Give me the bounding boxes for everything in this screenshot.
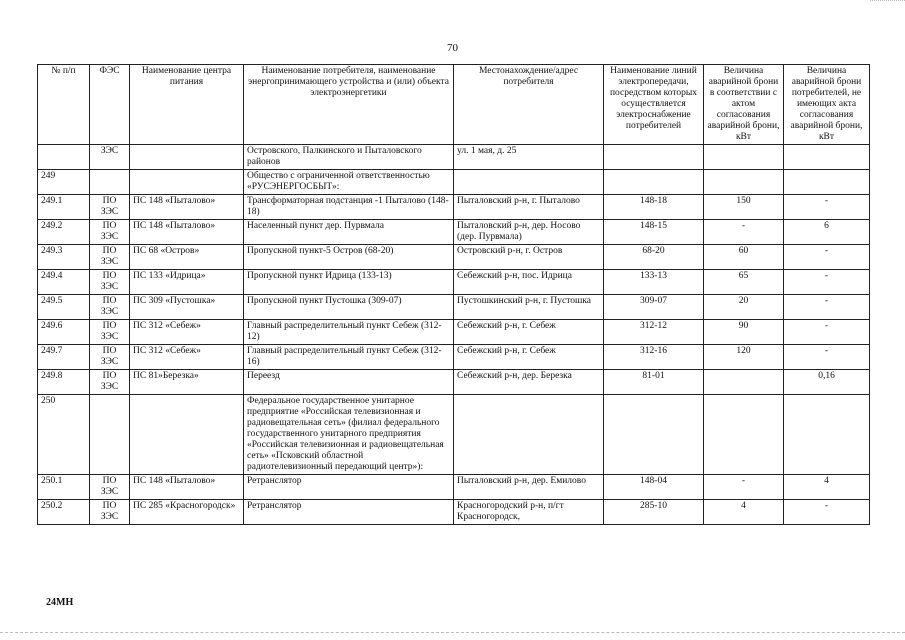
row-bron-act [704, 145, 784, 170]
row-consumer: Пропускной пункт-5 Остров (68-20) [244, 245, 454, 270]
table-row [38, 475, 870, 500]
row-num: 249.1 [38, 195, 90, 220]
row-consumer: Главный распределительный пункт Себеж (312-12) [244, 320, 454, 345]
row-bron-act: - [704, 475, 784, 500]
row-lines [604, 145, 704, 170]
row-address: Себежский р-н, г. Себеж [454, 320, 604, 345]
row-address: Островский р-н, г. Остров [454, 245, 604, 270]
header-bron-act: Величина аварийной брони в соответствии с актом согласования аварийной брони, кВт [704, 65, 784, 145]
row-lines: 81-01 [604, 370, 704, 395]
row-num [38, 145, 90, 170]
row-consumer: Ретранслятор [244, 500, 454, 525]
row-center: ПС 81»Березка» [130, 370, 244, 395]
row-lines: 148-04 [604, 475, 704, 500]
row-bron-noact: - [784, 195, 870, 220]
row-consumer: Населенный пункт дер. Пурвмала [244, 220, 454, 245]
table-row [38, 500, 870, 525]
row-lines: 148-15 [604, 220, 704, 245]
row-fes: ПО ЗЭС [90, 295, 130, 320]
table-header-row [38, 65, 870, 145]
row-num: 249.2 [38, 220, 90, 245]
row-fes: ЗЭС [90, 145, 130, 170]
row-address: Пыталовский р-н, г. Пыталово [454, 195, 604, 220]
row-center: ПС 148 «Пыталово» [130, 220, 244, 245]
row-center: ПС 309 «Пустошка» [130, 295, 244, 320]
table-row [38, 345, 870, 370]
row-lines [604, 170, 704, 195]
row-address: Себежский р-н, г. Себеж [454, 345, 604, 370]
table-row [38, 145, 870, 170]
row-bron-noact: - [784, 295, 870, 320]
row-fes [90, 170, 130, 195]
header-bron-noact: Величина аварийной брони потребителей, не имеющих акта согласования аварийной брони, кВт [784, 65, 870, 145]
row-fes: ПО ЗЭС [90, 320, 130, 345]
row-bron-noact: 0,16 [784, 370, 870, 395]
row-center: ПС 68 «Остров» [130, 245, 244, 270]
table-row [38, 370, 870, 395]
row-lines: 148-18 [604, 195, 704, 220]
row-fes: ПО ЗЭС [90, 245, 130, 270]
row-consumer: Федеральное государственное унитарное предприятие «Российская телевизионная и радиовещательная сеть» (филиал федерального государственного унитарного предприятия «Российская телевизионная и радиовещательная сеть» «Псковский областной радиотелевизионный передающий центр»): [244, 395, 454, 475]
row-bron-act [704, 170, 784, 195]
row-bron-noact [784, 170, 870, 195]
row-fes [90, 395, 130, 475]
row-num: 249.6 [38, 320, 90, 345]
row-lines: 309-07 [604, 295, 704, 320]
row-consumer: Пропускной пункт Идрица (133-13) [244, 270, 454, 295]
row-bron-act [704, 370, 784, 395]
table-row [38, 170, 870, 195]
row-bron-act: 120 [704, 345, 784, 370]
table-row [38, 270, 870, 295]
row-address: Пыталовский р-н, дер. Емилово [454, 475, 604, 500]
row-bron-act: 65 [704, 270, 784, 295]
row-fes: ПО ЗЭС [90, 220, 130, 245]
table-row [38, 395, 870, 475]
row-num: 249.7 [38, 345, 90, 370]
row-consumer: Пропускной пункт Пустошка (309-07) [244, 295, 454, 320]
row-consumer: Трансформаторная подстанция -1 Пыталово (148-18) [244, 195, 454, 220]
row-bron-act: - [704, 220, 784, 245]
row-center: ПС 312 «Себеж» [130, 320, 244, 345]
row-address: ул. 1 мая, д. 25 [454, 145, 604, 170]
row-address: Себежский р-н, пос. Идрица [454, 270, 604, 295]
row-fes: ПО ЗЭС [90, 370, 130, 395]
row-num: 249.3 [38, 245, 90, 270]
row-lines: 68-20 [604, 245, 704, 270]
row-bron-act: 4 [704, 500, 784, 525]
table-row [38, 295, 870, 320]
row-center: ПС 133 «Идрица» [130, 270, 244, 295]
row-num: 250.2 [38, 500, 90, 525]
table-row [38, 195, 870, 220]
reserve-table [37, 64, 870, 525]
row-bron-noact: - [784, 500, 870, 525]
row-bron-act: 150 [704, 195, 784, 220]
row-lines: 312-16 [604, 345, 704, 370]
row-center: ПС 285 «Красногородск» [130, 500, 244, 525]
table-row [38, 320, 870, 345]
row-consumer: Переезд [244, 370, 454, 395]
row-bron-noact [784, 145, 870, 170]
row-bron-noact: 6 [784, 220, 870, 245]
row-bron-noact: - [784, 245, 870, 270]
row-lines: 285-10 [604, 500, 704, 525]
row-center [130, 145, 244, 170]
header-address: Местонахождение/адрес потребителя [454, 65, 604, 145]
header-center: Наименование центра питания [130, 65, 244, 145]
row-lines [604, 395, 704, 475]
row-address: Пыталовский р-н, дер. Носово (дер. Пурвмала) [454, 220, 604, 245]
row-address: Пустошкинский р-н, г. Пустошка [454, 295, 604, 320]
row-bron-noact: - [784, 320, 870, 345]
row-consumer: Островского, Палкинского и Пыталовского районов [244, 145, 454, 170]
row-bron-act: 20 [704, 295, 784, 320]
table-row [38, 245, 870, 270]
row-address: Красногородский р-н, п/гт Красногородск, [454, 500, 604, 525]
row-num: 249 [38, 170, 90, 195]
header-fes: ФЭС [90, 65, 130, 145]
row-center: ПС 312 «Себеж» [130, 345, 244, 370]
table-row [38, 220, 870, 245]
row-bron-noact: 4 [784, 475, 870, 500]
header-lines: Наименование линий электропередачи, посредством которых осуществляется электроснабжение потребителей [604, 65, 704, 145]
row-num: 250.1 [38, 475, 90, 500]
row-fes: ПО ЗЭС [90, 270, 130, 295]
page-number: 70 [447, 42, 458, 54]
row-bron-act: 60 [704, 245, 784, 270]
header-num: № п/п [38, 65, 90, 145]
row-bron-act [704, 395, 784, 475]
footer-code: 24МН [46, 597, 74, 608]
row-lines: 312-12 [604, 320, 704, 345]
row-bron-noact [784, 395, 870, 475]
row-address: Себежский р-н, дер. Березка [454, 370, 604, 395]
row-bron-act: 90 [704, 320, 784, 345]
row-num: 250 [38, 395, 90, 475]
row-center [130, 395, 244, 475]
row-fes: ПО ЗЭС [90, 475, 130, 500]
row-fes: ПО ЗЭС [90, 345, 130, 370]
scan-artifact [870, 0, 905, 19]
row-center: ПС 148 «Пыталово» [130, 195, 244, 220]
row-num: 249.5 [38, 295, 90, 320]
header-consumer: Наименование потребителя, наименование энергопринимающего устройства и (или) объекта электроэнергетики [244, 65, 454, 145]
row-fes: ПО ЗЭС [90, 500, 130, 525]
row-address [454, 395, 604, 475]
row-consumer: Ретранслятор [244, 475, 454, 500]
row-num: 249.4 [38, 270, 90, 295]
row-address [454, 170, 604, 195]
row-bron-noact: - [784, 345, 870, 370]
scan-artifact-line [0, 632, 905, 633]
row-center [130, 170, 244, 195]
row-center: ПС 148 «Пыталово» [130, 475, 244, 500]
row-lines: 133-13 [604, 270, 704, 295]
row-bron-noact: - [784, 270, 870, 295]
row-num: 249.8 [38, 370, 90, 395]
row-consumer: Общество с ограниченной ответственностью «РУСЭНЕРГОСБЫТ»: [244, 170, 454, 195]
row-fes: ПО ЗЭС [90, 195, 130, 220]
row-consumer: Главный распределительный пункт Себеж (312-16) [244, 345, 454, 370]
